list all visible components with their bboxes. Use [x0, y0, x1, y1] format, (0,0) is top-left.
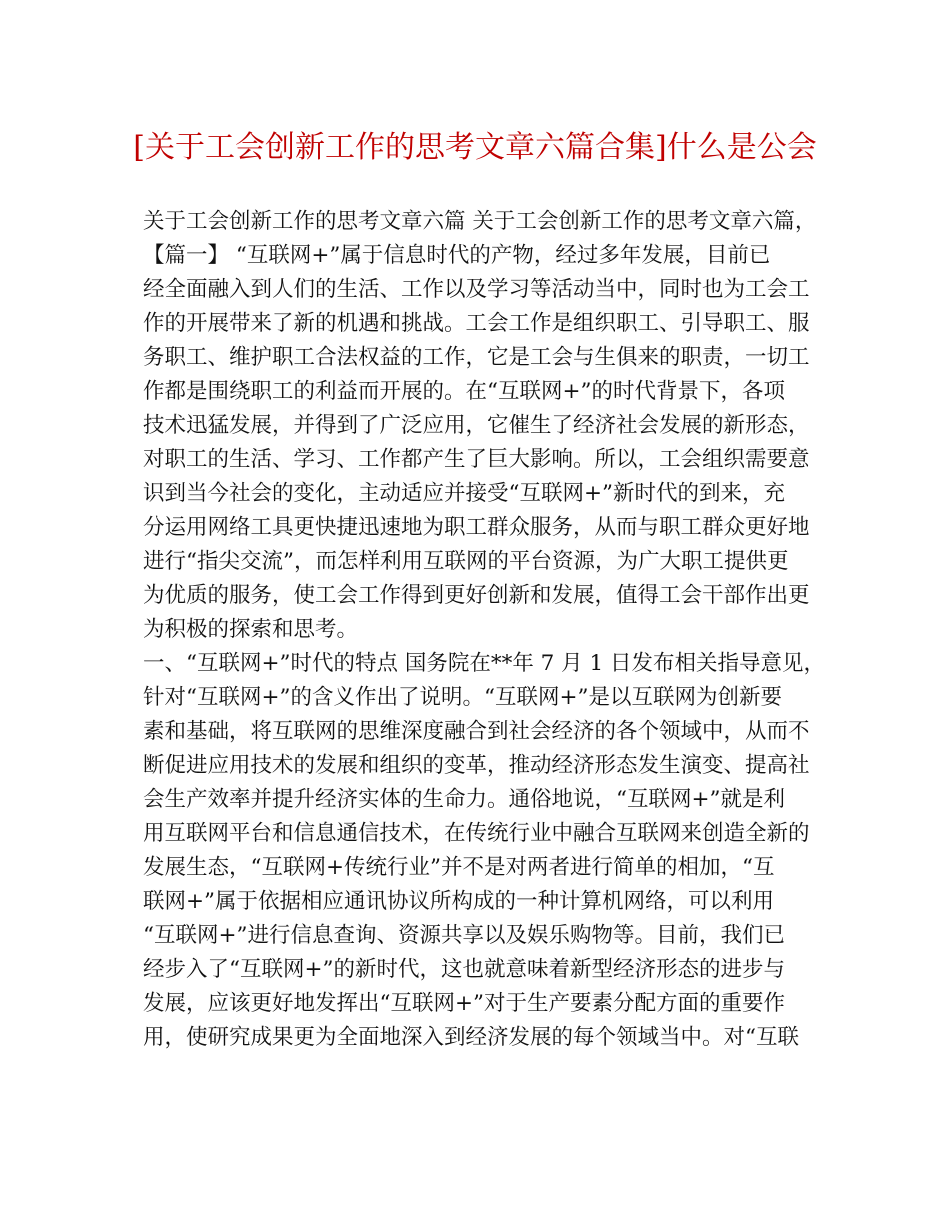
body-line: 经步入了“互联网+”的新时代，这也就意味着新型经济形态的进步与: [143, 957, 786, 982]
document-title: [关于工会创新工作的思考文章六篇合集]什么是公会: [133, 130, 817, 165]
body-line: 用互联网平台和信息通信技术，在传统行业中融合互联网来创造全新的: [143, 821, 810, 846]
body-line: 为优质的服务，使工会工作得到更好创新和发展，值得工会干部作出更: [143, 583, 810, 608]
body-line: 技术迅猛发展，并得到了广泛应用，它催生了经济社会发展的新形态，: [143, 413, 810, 438]
body-line: 联网+”属于依据相应通讯协议所构成的一种计算机网络，可以利用: [143, 889, 775, 914]
body-line: 作的开展带来了新的机遇和挑战。工会工作是组织职工、引导职工、服: [143, 311, 810, 336]
body-line: 进行“指尖交流”，而怎样利用互联网的平台资源，为广大职工提供更: [143, 549, 789, 574]
body-line: 经全面融入到人们的生活、工作以及学习等活动当中，同时也为工会工: [143, 277, 810, 302]
body-line: 发展生态，“互联网+传统行业”并不是对两者进行简单的相加，“互: [143, 855, 775, 880]
body-line: 用，使研究成果更为全面地深入到经济发展的每个领域当中。对“互联: [143, 1025, 799, 1050]
body-line: 发展，应该更好地发挥出“互联网+”对于生产要素分配方面的重要作: [143, 991, 786, 1016]
body-line: 会生产效率并提升经济实体的生命力。通俗地说，“互联网+”就是利: [143, 787, 786, 812]
body-line: 识到当今社会的变化，主动适应并接受“互联网+”新时代的到来，充: [143, 481, 786, 506]
body-line: 为积极的探索和思考。: [143, 617, 359, 642]
body-line: 素和基础，将互联网的思维深度融合到社会经济的各个领域中，从而不: [143, 719, 810, 744]
body-line: 【篇一】 “互联网+”属于信息时代的产物，经过多年发展，目前已: [143, 243, 771, 268]
body-line: 作都是围绕职工的利益而开展的。在“互联网+”的时代背景下，各项: [143, 379, 786, 404]
body-line: 断促进应用技术的发展和组织的变革，推动经济形态发生演变、提高社: [143, 753, 810, 778]
body-line: 关于工会创新工作的思考文章六篇 关于工会创新工作的思考文章六篇，: [143, 209, 817, 234]
body-line: 对职工的生活、学习、工作都产生了巨大影响。所以，工会组织需要意: [143, 447, 810, 472]
body-line: 分运用网络工具更快捷迅速地为职工群众服务，从而与职工群众更好地: [143, 515, 810, 540]
body-line: 务职工、维护职工合法权益的工作，它是工会与生俱来的职责，一切工: [143, 345, 810, 370]
body-line: “互联网+”进行信息查询、资源共享以及娱乐购物等。目前，我们已: [143, 923, 786, 948]
body-line: 一、“互联网+”时代的特点 国务院在**年 7 月 1 日发布相关指导意见，: [143, 651, 826, 676]
body-line: 针对“互联网+”的含义作出了说明。“互联网+”是以互联网为创新要: [143, 685, 782, 710]
